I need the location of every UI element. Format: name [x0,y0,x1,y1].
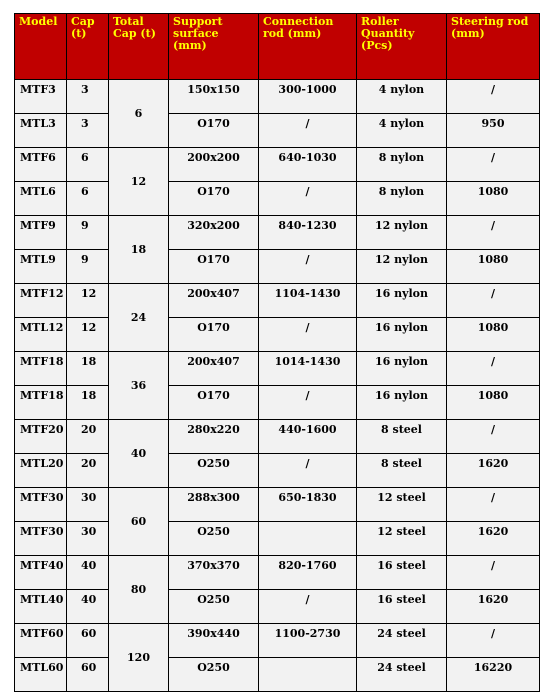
table-row [15,556,540,590]
model-cell: MTL6 [15,182,67,216]
roller-cell: 16 nylon [357,284,447,318]
support-cell: 320x200 [169,216,259,250]
total-cap-cell: 24 [109,284,169,352]
table-row [15,318,540,352]
cap-cell: 3 [67,114,109,148]
rod-cell: / [259,386,357,420]
cap-cell: 30 [67,488,109,522]
cap-cell: 9 [67,250,109,284]
support-cell: 200x407 [169,352,259,386]
model-cell: MTL12 [15,318,67,352]
model-cell: MTF3 [15,80,67,114]
model-cell: MTF60 [15,624,67,658]
model-cell: MTL3 [15,114,67,148]
model-cell: MTF12 [15,284,67,318]
total-cap-cell: 18 [109,216,169,284]
cap-cell: 12 [67,284,109,318]
rod-cell: 1100-2730 [259,624,357,658]
table-row [15,522,540,556]
support-cell: O170 [169,318,259,352]
table-row [15,148,540,182]
cap-cell: 6 [67,182,109,216]
support-cell: 280x220 [169,420,259,454]
steer-cell: / [447,352,540,386]
model-cell: MTL20 [15,454,67,488]
table-row [15,386,540,420]
table-row [15,80,540,114]
cap-cell: 60 [67,658,109,692]
model-cell: MTF6 [15,148,67,182]
cap-cell: 30 [67,522,109,556]
rod-cell: 820-1760 [259,556,357,590]
model-cell: MTF30 [15,488,67,522]
roller-cell: 16 nylon [357,352,447,386]
cap-cell: 6 [67,148,109,182]
header-steering-rod: Steering rod (mm) [447,14,540,80]
total-cap-cell: 40 [109,420,169,488]
support-cell: O250 [169,590,259,624]
cap-cell: 18 [67,386,109,420]
rod-cell: / [259,318,357,352]
rod-cell [259,522,357,556]
header-total-cap: Total Cap (t) [109,14,169,80]
roller-cell: 12 steel [357,522,447,556]
table-row [15,624,540,658]
cap-cell: 20 [67,420,109,454]
rod-cell: 1014-1430 [259,352,357,386]
table-row [15,284,540,318]
table-row [15,182,540,216]
roller-cell: 24 steel [357,624,447,658]
steer-cell: / [447,148,540,182]
steer-cell: / [447,624,540,658]
steer-cell: 1620 [447,590,540,624]
rod-cell: / [259,250,357,284]
model-cell: MTF30 [15,522,67,556]
roller-cell: 16 nylon [357,386,447,420]
model-cell: MTF18 [15,386,67,420]
support-cell: 200x407 [169,284,259,318]
total-cap-cell: 80 [109,556,169,624]
table-row [15,488,540,522]
table-row [15,590,540,624]
roller-cell: 12 steel [357,488,447,522]
support-cell: 370x370 [169,556,259,590]
support-cell: O170 [169,250,259,284]
steer-cell: / [447,420,540,454]
roller-cell: 8 steel [357,420,447,454]
total-cap-cell: 12 [109,148,169,216]
header-model: Model [15,14,67,80]
roller-cell: 4 nylon [357,80,447,114]
rod-cell: / [259,114,357,148]
table-row [15,114,540,148]
model-cell: MTF9 [15,216,67,250]
header-cap: Cap (t) [67,14,109,80]
roller-cell: 8 nylon [357,148,447,182]
rod-cell: / [259,454,357,488]
rod-cell: 640-1030 [259,148,357,182]
steer-cell: / [447,556,540,590]
steer-cell: 1080 [447,182,540,216]
header-roller-quantity: Roller Quantity (Pcs) [357,14,447,80]
support-cell: O250 [169,454,259,488]
support-cell: O250 [169,658,259,692]
support-cell: O250 [169,522,259,556]
roller-cell: 16 steel [357,556,447,590]
steer-cell: / [447,284,540,318]
roller-cell: 8 nylon [357,182,447,216]
cap-cell: 9 [67,216,109,250]
support-cell: 288x300 [169,488,259,522]
support-cell: 200x200 [169,148,259,182]
steer-cell: 1080 [447,318,540,352]
support-cell: O170 [169,386,259,420]
total-cap-cell: 36 [109,352,169,420]
cap-cell: 60 [67,624,109,658]
steer-cell: 1080 [447,250,540,284]
steer-cell: 1620 [447,454,540,488]
table-row [15,216,540,250]
support-cell: O170 [169,182,259,216]
roller-cell: 4 nylon [357,114,447,148]
header-row [15,14,540,80]
cap-cell: 3 [67,80,109,114]
model-cell: MTF40 [15,556,67,590]
rod-cell: 1104-1430 [259,284,357,318]
support-cell: 390x440 [169,624,259,658]
support-cell: 150x150 [169,80,259,114]
rod-cell: / [259,590,357,624]
steer-cell: / [447,80,540,114]
cap-cell: 40 [67,590,109,624]
cap-cell: 12 [67,318,109,352]
steer-cell: / [447,216,540,250]
steer-cell: 1080 [447,386,540,420]
total-cap-cell: 120 [109,624,169,692]
support-cell: O170 [169,114,259,148]
steer-cell: 16220 [447,658,540,692]
roller-cell: 12 nylon [357,216,447,250]
rod-cell: / [259,182,357,216]
model-cell: MTF20 [15,420,67,454]
steer-cell: / [447,488,540,522]
steer-cell: 1620 [447,522,540,556]
roller-cell: 24 steel [357,658,447,692]
table-row [15,454,540,488]
steer-cell: 950 [447,114,540,148]
header-connection-rod: Connection rod (mm) [259,14,357,80]
header-support-surface: Support surface (mm) [169,14,259,80]
model-cell: MTL60 [15,658,67,692]
cap-cell: 18 [67,352,109,386]
table-row [15,250,540,284]
rod-cell: 840-1230 [259,216,357,250]
rod-cell [259,658,357,692]
roller-cell: 16 nylon [357,318,447,352]
cap-cell: 20 [67,454,109,488]
model-cell: MTL40 [15,590,67,624]
spec-table [14,13,540,692]
total-cap-cell: 60 [109,488,169,556]
roller-cell: 8 steel [357,454,447,488]
rod-cell: 650-1830 [259,488,357,522]
roller-cell: 16 steel [357,590,447,624]
model-cell: MTF18 [15,352,67,386]
rod-cell: 440-1600 [259,420,357,454]
roller-cell: 12 nylon [357,250,447,284]
table-row [15,658,540,692]
table-row [15,352,540,386]
model-cell: MTL9 [15,250,67,284]
cap-cell: 40 [67,556,109,590]
rod-cell: 300-1000 [259,80,357,114]
total-cap-cell: 6 [109,80,169,148]
table-row [15,420,540,454]
